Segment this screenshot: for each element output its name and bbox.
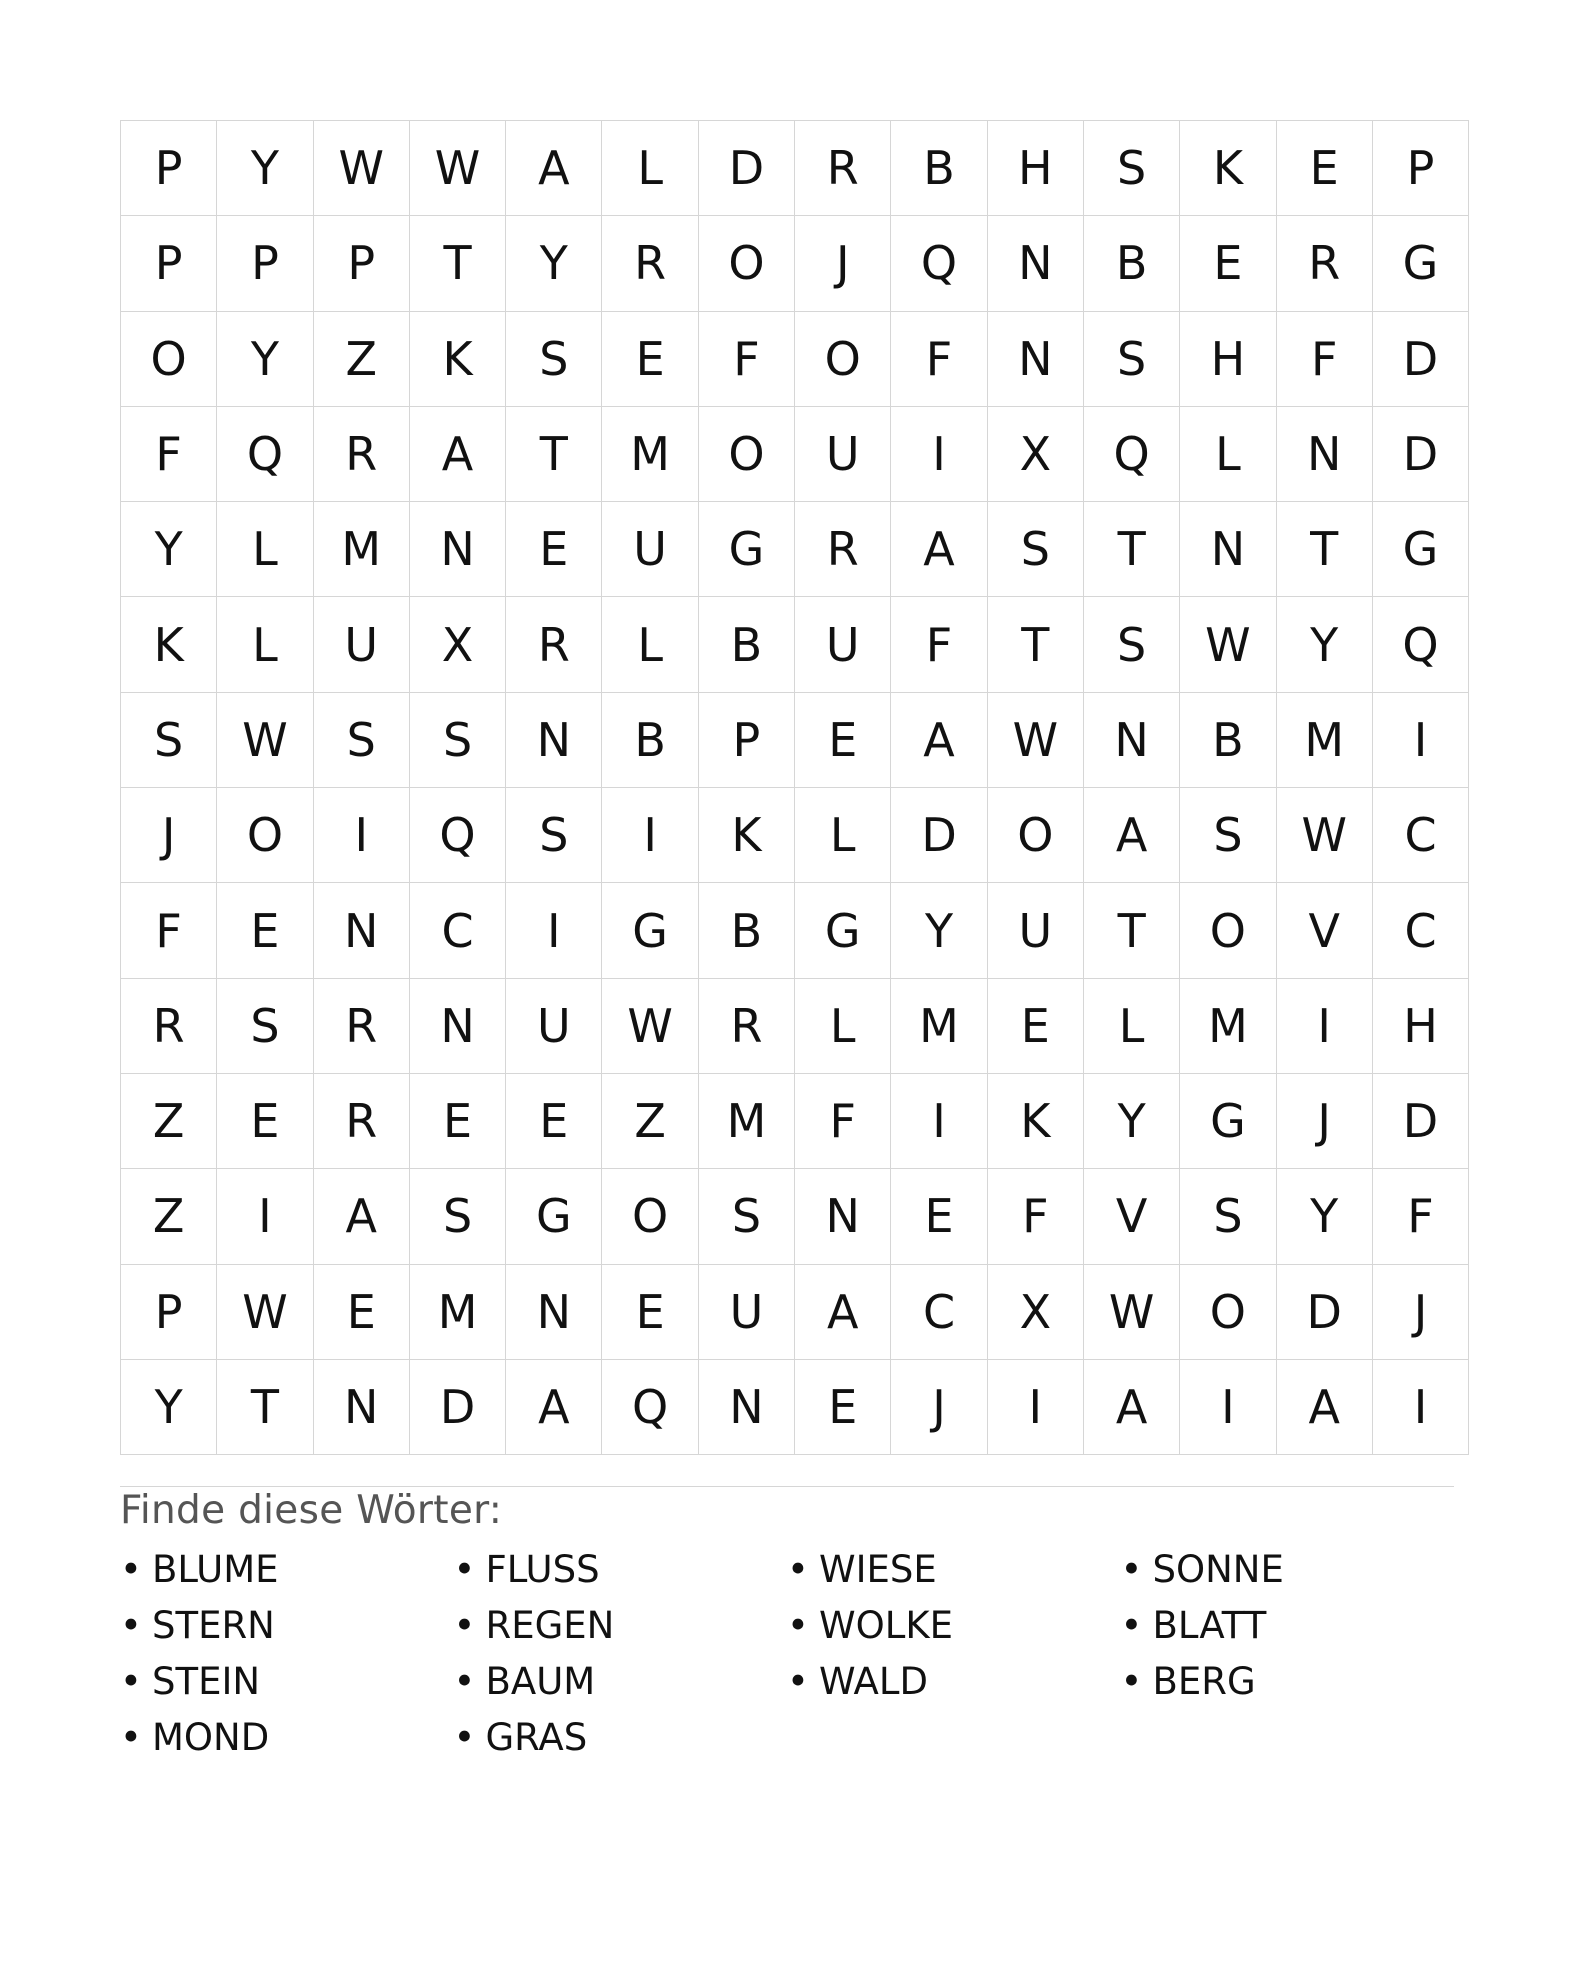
grid-cell[interactable]: N [409,978,505,1073]
grid-cell[interactable]: B [891,121,987,216]
grid-cell[interactable]: E [891,1169,987,1264]
word-list-item [787,1542,1121,1598]
grid-cell[interactable]: S [506,311,602,406]
bullet-icon: • [120,1660,142,1703]
grid-cell[interactable]: A [795,1264,891,1359]
word-list-item [120,1710,454,1766]
grid-cell[interactable]: Y [1276,1169,1372,1264]
grid-cell[interactable]: W [987,692,1083,787]
grid-cell[interactable]: N [1083,692,1179,787]
grid-cell[interactable]: F [1372,1169,1468,1264]
grid-cell[interactable]: S [1180,788,1276,883]
bullet-icon: • [787,1604,809,1647]
grid-cell[interactable]: H [1372,978,1468,1073]
grid-cell[interactable]: R [795,502,891,597]
grid-cell[interactable]: X [987,406,1083,501]
grid-cell[interactable]: F [121,406,217,501]
word-label: BERG [1152,1660,1256,1703]
grid-cell[interactable]: Y [1276,597,1372,692]
grid-cell[interactable]: P [313,216,409,311]
grid-cell[interactable]: N [987,311,1083,406]
grid-cell[interactable]: S [506,788,602,883]
grid-cell[interactable]: U [795,406,891,501]
grid-cell[interactable]: Q [1083,406,1179,501]
grid-cell[interactable]: Z [313,311,409,406]
grid-cell[interactable]: V [1276,883,1372,978]
grid-cell[interactable]: A [506,1359,602,1454]
grid-cell[interactable]: L [217,502,313,597]
grid-cell[interactable]: K [409,311,505,406]
grid-cell[interactable]: A [891,502,987,597]
word-list-item [454,1654,788,1710]
grid-cell[interactable]: I [313,788,409,883]
grid-cell[interactable]: I [1180,1359,1276,1454]
grid-cell[interactable]: O [602,1169,698,1264]
grid-cell[interactable]: M [313,502,409,597]
grid-cell[interactable]: I [987,1359,1083,1454]
grid-cell[interactable]: S [121,692,217,787]
grid-cell[interactable]: N [795,1169,891,1264]
bullet-icon: • [120,1604,142,1647]
grid-cell[interactable]: Q [217,406,313,501]
grid-cell[interactable]: G [1372,216,1468,311]
grid-cell[interactable]: S [698,1169,794,1264]
grid-row [121,502,1469,597]
grid-cell[interactable]: R [313,1073,409,1168]
grid-cell[interactable]: U [795,597,891,692]
word-list-heading: Finde diese Wörter: [120,1488,503,1533]
grid-cell[interactable]: E [987,978,1083,1073]
grid-cell[interactable]: S [217,978,313,1073]
grid-cell[interactable]: D [1276,1264,1372,1359]
word-label: GRAS [485,1716,588,1759]
grid-cell[interactable]: L [602,121,698,216]
grid-cell[interactable]: A [409,406,505,501]
grid-cell[interactable]: G [602,883,698,978]
grid-cell[interactable]: S [1180,1169,1276,1264]
grid-row [121,1359,1469,1454]
word-label: REGEN [485,1604,615,1647]
grid-cell[interactable]: N [987,216,1083,311]
grid-cell[interactable]: N [506,692,602,787]
grid-cell[interactable]: T [987,597,1083,692]
grid-cell[interactable]: U [313,597,409,692]
bullet-icon: • [453,1716,476,1759]
grid-cell[interactable]: Q [1372,597,1468,692]
grid-cell[interactable]: Q [602,1359,698,1454]
grid-cell[interactable]: Y [121,1359,217,1454]
grid-cell[interactable]: T [409,216,505,311]
grid-cell[interactable]: W [313,121,409,216]
grid-cell[interactable]: I [1372,1359,1468,1454]
grid-cell[interactable]: L [1083,978,1179,1073]
word-label: FLUSS [485,1548,600,1591]
bullet-icon: • [453,1660,476,1703]
grid-cell[interactable]: H [987,121,1083,216]
grid-cell[interactable]: Z [602,1073,698,1168]
bullet-icon: • [453,1604,476,1647]
grid-cell[interactable]: I [602,788,698,883]
grid-cell[interactable]: W [409,121,505,216]
grid-cell[interactable]: P [121,1264,217,1359]
grid-cell[interactable]: E [506,502,602,597]
grid-cell[interactable]: R [602,216,698,311]
grid-cell[interactable]: I [891,406,987,501]
grid-cell[interactable]: E [313,1264,409,1359]
bullet-icon: • [1120,1604,1143,1647]
grid-cell[interactable]: P [1372,121,1468,216]
grid-cell[interactable]: R [121,978,217,1073]
grid-cell[interactable]: E [602,311,698,406]
grid-row [121,1073,1469,1168]
grid-cell[interactable]: L [217,597,313,692]
word-list-item [120,1542,454,1598]
grid-cell[interactable]: S [987,502,1083,597]
grid-cell[interactable]: W [1180,597,1276,692]
grid-cell[interactable]: N [1180,502,1276,597]
grid-cell[interactable]: E [506,1073,602,1168]
grid-cell[interactable]: A [1276,1359,1372,1454]
bullet-icon: • [120,1716,142,1759]
grid-cell[interactable]: F [795,1073,891,1168]
word-label: STEIN [152,1660,261,1703]
grid-cell[interactable]: Q [891,216,987,311]
grid-cell[interactable]: C [1372,883,1468,978]
grid-cell[interactable]: I [891,1073,987,1168]
grid-row [121,883,1469,978]
grid-cell[interactable]: A [506,121,602,216]
grid-row [121,978,1469,1073]
grid-cell[interactable]: L [795,788,891,883]
word-list-item [787,1598,1121,1654]
grid-cell[interactable]: R [313,978,409,1073]
grid-cell[interactable]: A [891,692,987,787]
grid-cell[interactable]: R [313,406,409,501]
grid-cell[interactable]: J [1276,1073,1372,1168]
grid-cell[interactable]: W [1276,788,1372,883]
grid-cell[interactable]: E [795,692,891,787]
grid-cell[interactable]: B [1180,692,1276,787]
grid-cell[interactable]: X [409,597,505,692]
grid-cell[interactable]: D [1372,311,1468,406]
word-list-item [1121,1654,1455,1710]
grid-cell[interactable]: M [409,1264,505,1359]
grid-cell[interactable]: R [1276,216,1372,311]
word-label: WALD [819,1660,928,1703]
grid-cell[interactable]: G [1372,502,1468,597]
grid-cell[interactable]: E [409,1073,505,1168]
grid-cell[interactable]: L [795,978,891,1073]
grid-cell[interactable]: J [891,1359,987,1454]
grid-cell[interactable]: P [121,121,217,216]
grid-cell[interactable]: W [602,978,698,1073]
grid-cell[interactable]: I [1276,978,1372,1073]
grid-cell[interactable]: G [795,883,891,978]
grid-cell[interactable]: D [891,788,987,883]
grid-cell[interactable]: C [1372,788,1468,883]
grid-cell[interactable]: Y [121,502,217,597]
grid-cell[interactable]: Z [121,1169,217,1264]
grid-cell[interactable]: H [1180,311,1276,406]
word-list-item [1121,1542,1455,1598]
grid-cell[interactable]: B [698,597,794,692]
grid-cell[interactable]: R [506,597,602,692]
word-list-item [454,1710,788,1766]
grid-cell[interactable]: M [1276,692,1372,787]
grid-cell[interactable]: O [1180,883,1276,978]
word-label: WIESE [819,1548,937,1591]
grid-cell[interactable]: C [409,883,505,978]
grid-cell[interactable]: F [987,1169,1083,1264]
word-label: MOND [152,1716,270,1759]
grid-cell[interactable]: S [313,692,409,787]
word-label: STERN [152,1604,275,1647]
grid-row [121,692,1469,787]
letter-grid-body [121,121,1469,1455]
grid-cell[interactable]: G [1180,1073,1276,1168]
grid-cell[interactable]: O [698,406,794,501]
grid-cell[interactable]: F [891,597,987,692]
grid-cell[interactable]: I [217,1169,313,1264]
grid-row [121,788,1469,883]
grid-cell[interactable]: O [987,788,1083,883]
grid-cell[interactable]: A [1083,788,1179,883]
grid-cell[interactable]: T [1083,883,1179,978]
bullet-icon: • [453,1548,476,1591]
grid-cell[interactable]: X [987,1264,1083,1359]
grid-cell[interactable]: O [1180,1264,1276,1359]
word-list-item [454,1542,788,1598]
grid-cell[interactable]: Y [506,216,602,311]
grid-cell[interactable]: T [1083,502,1179,597]
grid-cell[interactable]: W [217,692,313,787]
grid-cell[interactable]: N [506,1264,602,1359]
grid-cell[interactable]: E [217,883,313,978]
word-label: BAUM [485,1660,596,1703]
grid-cell[interactable]: U [987,883,1083,978]
grid-cell[interactable]: N [313,883,409,978]
word-list-item [1121,1598,1455,1654]
grid-cell[interactable]: M [698,1073,794,1168]
grid-cell[interactable]: S [409,692,505,787]
grid-row [121,406,1469,501]
grid-cell[interactable]: D [1372,406,1468,501]
grid-row [121,121,1469,216]
bullet-icon: • [787,1660,809,1703]
grid-cell[interactable]: S [1083,597,1179,692]
grid-cell[interactable]: P [121,216,217,311]
grid-cell[interactable]: N [409,502,505,597]
grid-cell[interactable]: N [1276,406,1372,501]
grid-cell[interactable]: V [1083,1169,1179,1264]
grid-cell[interactable]: J [121,788,217,883]
grid-cell[interactable]: K [121,597,217,692]
grid-cell[interactable]: T [506,406,602,501]
grid-cell[interactable]: S [1083,311,1179,406]
grid-cell[interactable]: T [1276,502,1372,597]
grid-cell[interactable]: M [602,406,698,501]
word-label: BLATT [1152,1604,1267,1647]
grid-cell[interactable]: Z [121,1073,217,1168]
grid-cell[interactable]: O [698,216,794,311]
grid-cell[interactable]: U [602,502,698,597]
word-label: BLUME [152,1548,279,1591]
grid-cell[interactable]: F [891,311,987,406]
grid-cell[interactable]: B [602,692,698,787]
grid-cell[interactable]: E [795,1359,891,1454]
grid-row [121,1264,1469,1359]
grid-cell[interactable]: B [1083,216,1179,311]
grid-cell[interactable]: B [698,883,794,978]
grid-cell[interactable]: P [698,692,794,787]
grid-cell[interactable]: J [795,216,891,311]
grid-cell[interactable]: R [698,978,794,1073]
grid-cell[interactable]: O [217,788,313,883]
grid-cell[interactable]: Y [217,121,313,216]
grid-cell[interactable]: O [121,311,217,406]
grid-cell[interactable]: S [1083,121,1179,216]
letter-grid [120,120,1469,1455]
grid-cell[interactable]: W [217,1264,313,1359]
grid-cell[interactable]: Y [217,311,313,406]
grid-cell[interactable]: D [698,121,794,216]
grid-cell[interactable]: E [602,1264,698,1359]
word-list-item [454,1598,788,1654]
grid-row [121,1169,1469,1264]
grid-cell[interactable]: Y [891,883,987,978]
word-list-item [120,1654,454,1710]
grid-cell[interactable]: R [795,121,891,216]
grid-cell[interactable]: O [795,311,891,406]
grid-row [121,311,1469,406]
grid-cell[interactable]: F [1276,311,1372,406]
grid-cell[interactable]: N [313,1359,409,1454]
grid-cell[interactable]: E [1180,216,1276,311]
grid-cell[interactable]: G [698,502,794,597]
grid-cell[interactable]: F [121,883,217,978]
grid-cell[interactable]: A [313,1169,409,1264]
grid-cell[interactable]: M [891,978,987,1073]
grid-cell[interactable]: Y [1083,1073,1179,1168]
grid-cell[interactable]: K [987,1073,1083,1168]
grid-row [121,597,1469,692]
bullet-icon: • [1120,1548,1143,1591]
bullet-icon: • [120,1548,142,1591]
grid-cell[interactable]: K [698,788,794,883]
grid-cell[interactable]: J [1372,1264,1468,1359]
grid-cell[interactable]: I [1372,692,1468,787]
grid-cell[interactable]: N [698,1359,794,1454]
grid-cell[interactable]: A [1083,1359,1179,1454]
grid-cell[interactable]: K [1180,121,1276,216]
divider [120,1486,1454,1487]
grid-cell[interactable]: E [1276,121,1372,216]
grid-cell[interactable]: U [698,1264,794,1359]
grid-cell[interactable]: L [1180,406,1276,501]
grid-cell[interactable]: F [698,311,794,406]
bullet-icon: • [787,1548,809,1591]
bullet-icon: • [1120,1660,1143,1703]
grid-cell[interactable]: I [506,883,602,978]
word-list-item [787,1654,1121,1710]
word-list [120,1542,1454,1766]
grid-cell[interactable]: M [1180,978,1276,1073]
word-label: WOLKE [819,1604,953,1647]
grid-row [121,216,1469,311]
grid-cell[interactable]: G [506,1169,602,1264]
grid-cell[interactable]: P [217,216,313,311]
word-list-item [120,1598,454,1654]
grid-cell[interactable]: U [506,978,602,1073]
grid-cell[interactable]: W [1083,1264,1179,1359]
grid-cell[interactable]: D [409,1359,505,1454]
word-label: SONNE [1152,1548,1284,1591]
grid-cell[interactable]: T [217,1359,313,1454]
grid-cell[interactable]: D [1372,1073,1468,1168]
grid-cell[interactable]: E [217,1073,313,1168]
grid-cell[interactable]: Q [409,788,505,883]
grid-cell[interactable]: L [602,597,698,692]
grid-cell[interactable]: C [891,1264,987,1359]
grid-cell[interactable]: S [409,1169,505,1264]
